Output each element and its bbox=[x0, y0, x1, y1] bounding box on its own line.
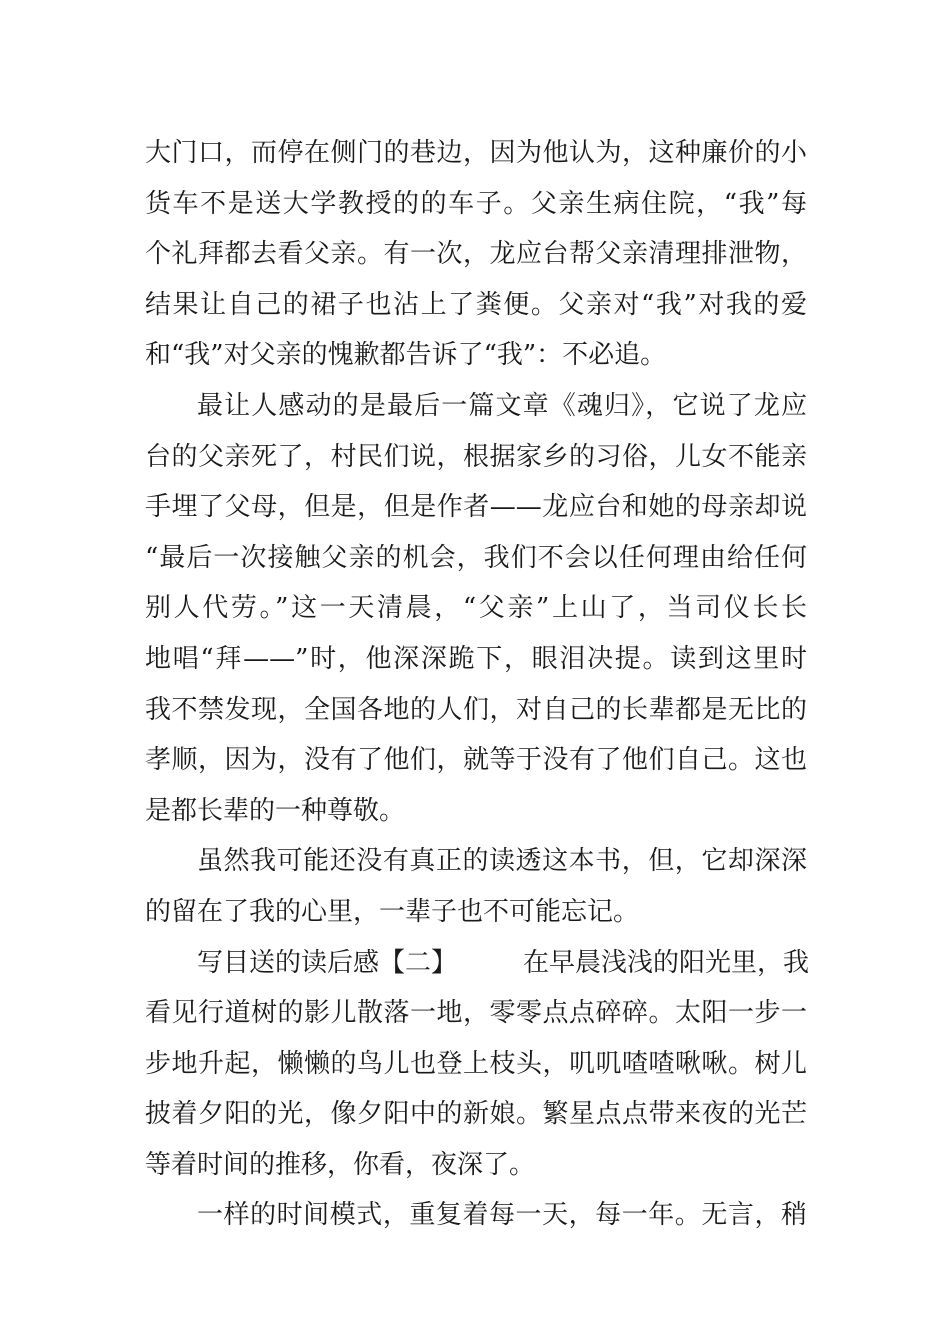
text-line: 等着时间的推移，你看，夜深了。 bbox=[145, 1149, 536, 1180]
paragraph bbox=[145, 128, 807, 381]
text-line: 一样的时间模式，重复着每一天，每一年。无言，稍 bbox=[197, 1200, 807, 1231]
text-line: 手埋了父母，但是，但是作者——龙应台和她的母亲却说 bbox=[145, 492, 807, 523]
paragraph bbox=[145, 836, 807, 937]
text-line: 地唱“拜——”时，他深深跪下，眼泪决提。读到这里时 bbox=[145, 643, 807, 674]
text-line: 最让人感动的是最后一篇文章《魂归》，它说了龙应 bbox=[197, 390, 807, 421]
text-run: 在早晨浅浅的阳光里，我 bbox=[523, 947, 810, 978]
text-line: 大门口，而停在侧门的巷边，因为他认为，这种廉价的小 bbox=[145, 138, 807, 168]
paragraph bbox=[145, 381, 807, 836]
text-line: 货车不是送大学教授的的车子。父亲生病住院，“我”每 bbox=[145, 188, 807, 219]
paragraph bbox=[145, 1190, 807, 1241]
text-line: 披着夕阳的光，像夕阳中的新娘。繁星点点带来夜的光芒 bbox=[145, 1099, 807, 1130]
text-line: 个礼拜都去看父亲。有一次，龙应台帮父亲清理排泄物， bbox=[145, 239, 807, 270]
text-line: 我不禁发现，全国各地的人们，对自己的长辈都是无比的 bbox=[145, 694, 807, 725]
section-heading: 写目送的读后感【二】 bbox=[197, 947, 458, 978]
text-line: 步地升起，懒懒的鸟儿也登上枝头，叽叽喳喳啾啾。树儿 bbox=[145, 1048, 807, 1079]
text-line: “最后一次接触父亲的机会，我们不会以任何理由给任何 bbox=[145, 542, 807, 573]
text-line: 的留在了我的心里，一辈子也不可能忘记。 bbox=[145, 896, 640, 927]
text-line: 和“我”对父亲的愧歉都告诉了“我”：不必追。 bbox=[145, 340, 667, 371]
text-line: 是都长辈的一种尊敬。 bbox=[145, 795, 406, 826]
text-line bbox=[145, 938, 810, 989]
text-line: 结果让自己的裙子也沾上了粪便。父亲对“我”对我的爱 bbox=[145, 289, 807, 320]
text-line: 孝顺，因为，没有了他们，就等于没有了他们自己。这也 bbox=[145, 745, 807, 776]
paragraph bbox=[145, 938, 810, 1191]
text-line: 别人代劳。”这一天清晨，“父亲”上山了，当司仪长长 bbox=[145, 593, 807, 624]
text-line: 看见行道树的影儿散落一地，零零点点碎碎。太阳一步一 bbox=[145, 998, 807, 1029]
text-line: 台的父亲死了，村民们说，根据家乡的习俗，儿女不能亲 bbox=[145, 441, 807, 472]
text-line: 虽然我可能还没有真正的读透这本书，但，它却深深 bbox=[197, 846, 807, 877]
body-text bbox=[145, 128, 810, 1241]
